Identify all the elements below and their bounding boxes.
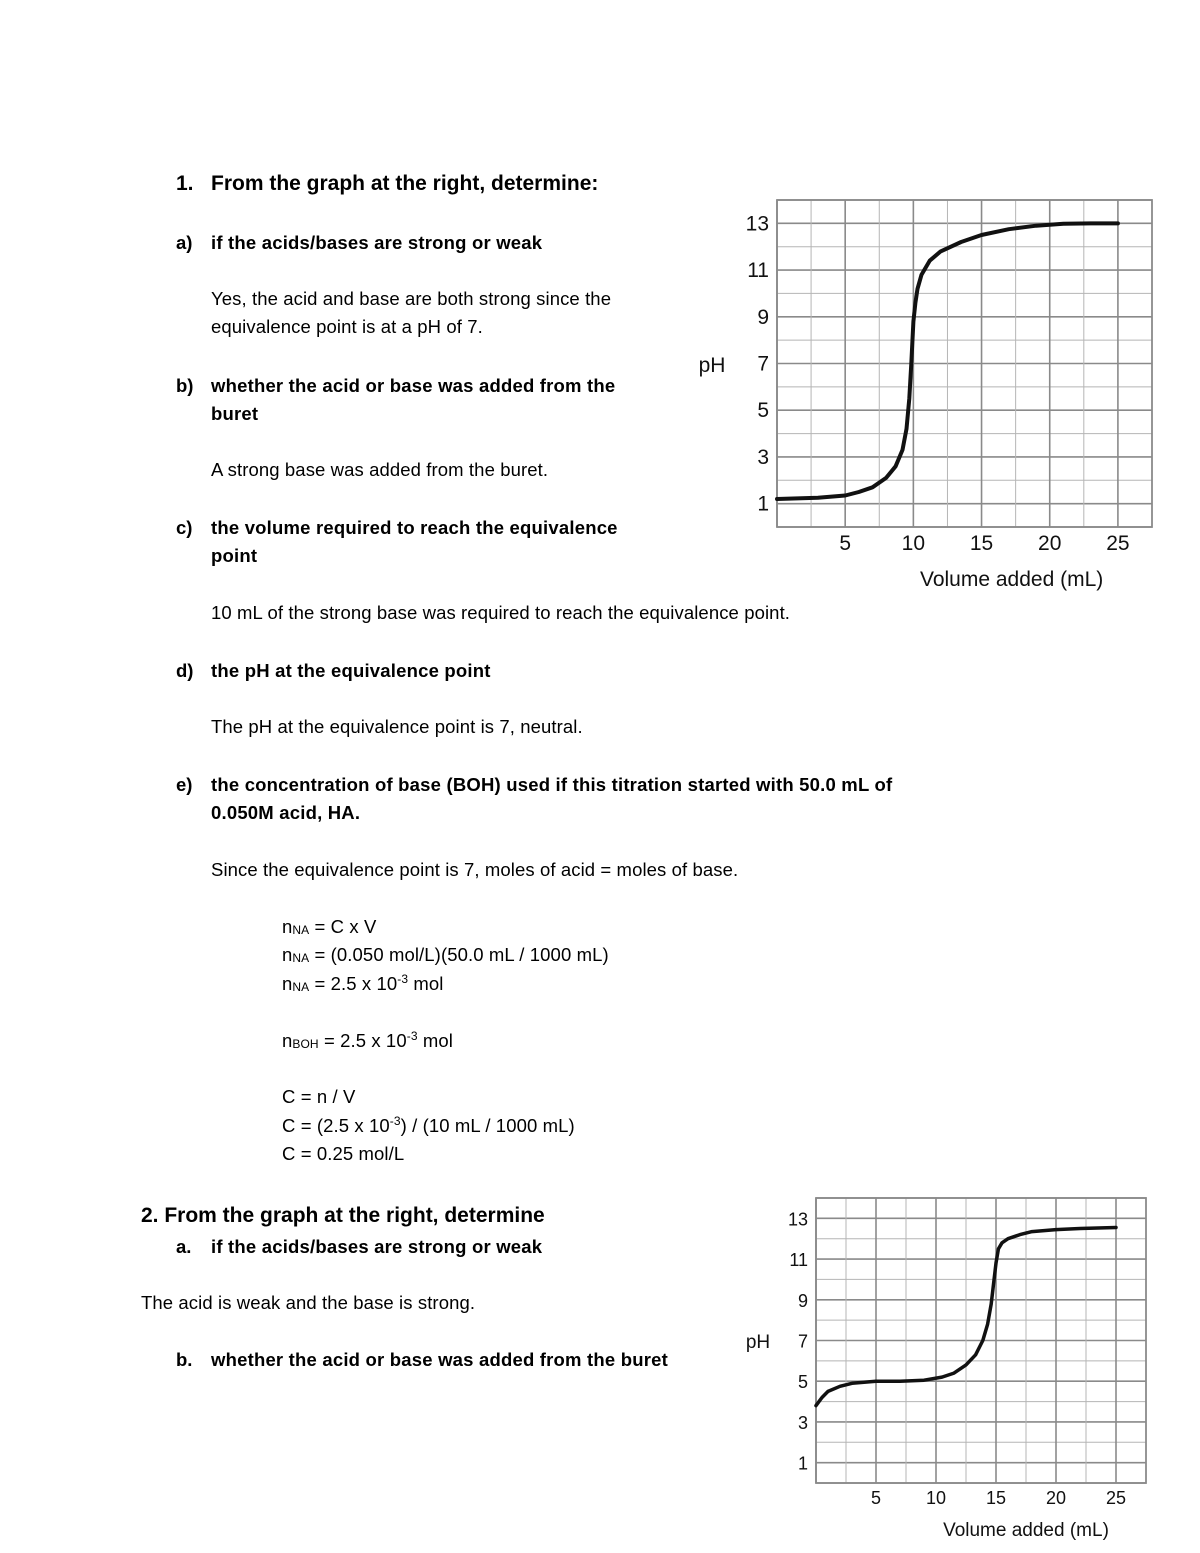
x-tick-label: 20 — [1045, 1488, 1067, 1508]
y-tick-label: 5 — [797, 1372, 808, 1393]
y-tick-label: 1 — [757, 492, 769, 516]
y-tick-label: 13 — [745, 212, 769, 236]
y-tick-label: 1 — [797, 1453, 808, 1474]
calc-l6-a: C = (2.5 x 10 — [282, 1115, 390, 1136]
calc-n: n — [282, 916, 293, 937]
y-tick-label: 11 — [747, 259, 769, 283]
y-tick-label: 9 — [797, 1290, 808, 1311]
x-axis-title: Volume added (mL) — [943, 1520, 1109, 1541]
calc-n: n — [282, 1030, 293, 1051]
q2a-question: if the acids/bases are strong or weak — [211, 1236, 543, 1257]
calc-line-7: C = 0.25 mol/L — [282, 1143, 405, 1164]
y-tick-label: 3 — [757, 445, 769, 469]
x-tick-label: 5 — [839, 532, 852, 555]
calc-l3-rest: = 2.5 x 10 — [309, 973, 398, 994]
y-tick-label: 11 — [789, 1250, 808, 1271]
y-tick-label: 13 — [787, 1209, 808, 1230]
q1c-label: c) — [176, 517, 193, 538]
q1c-answer: 10 mL of the strong base was required to reach the equivalence point. — [211, 602, 791, 623]
q1c-question-line1: the volume required to reach the equivalence — [211, 517, 618, 538]
q1a-label: a) — [176, 232, 193, 253]
calc-exponent: -3 — [397, 972, 409, 986]
q1e-label: e) — [176, 774, 193, 795]
calc-l6-b: ) / (10 mL / 1000 mL) — [400, 1115, 575, 1136]
calc-l3-unit: mol — [408, 973, 444, 994]
q1b-question-line2: buret — [211, 403, 259, 424]
calc-exponent: -3 — [389, 1114, 401, 1128]
q1a-answer-line2: equivalence point is at a pH of 7. — [211, 316, 483, 337]
q1d-answer: The pH at the equivalence point is 7, neutral. — [211, 716, 583, 737]
q2b-label: b. — [176, 1349, 193, 1370]
q1d-question: the pH at the equivalence point — [211, 660, 491, 681]
x-tick-label: 25 — [1106, 532, 1130, 555]
calc-sub-boh: BOH — [292, 1037, 319, 1051]
calc-sub-na: NA — [292, 980, 310, 994]
calc-n: n — [282, 944, 293, 965]
q1d-label: d) — [176, 660, 194, 681]
calc-l1-rest: = C x V — [309, 916, 377, 937]
x-axis-title: Volume added (mL) — [919, 568, 1104, 591]
q1c-question-line2: point — [211, 545, 258, 566]
x-tick-label: 25 — [1105, 1488, 1127, 1508]
calc-l4-rest: = 2.5 x 10 — [318, 1030, 407, 1051]
q2-title: 2. From the graph at the right, determine — [141, 1204, 545, 1227]
q1e-question-line1: the concentration of base (BOH) used if this titration started with 50.0 mL of — [211, 774, 893, 795]
x-tick-label: 15 — [985, 1488, 1007, 1508]
q1-title: From the graph at the right, determine: — [211, 172, 599, 195]
q2b-question: whether the acid or base was added from the buret — [211, 1349, 668, 1370]
q1b-answer: A strong base was added from the buret. — [211, 459, 549, 480]
y-tick-label: 7 — [757, 352, 769, 376]
q1b-question-line1: whether the acid or base was added from the — [211, 375, 616, 396]
q1b-label: b) — [176, 375, 194, 396]
y-axis-title: pH — [698, 354, 726, 377]
q1-number: 1. — [176, 172, 194, 195]
x-tick-label: 20 — [1038, 532, 1062, 555]
calc-line-5: C = n / V — [282, 1086, 356, 1107]
y-tick-label: 5 — [757, 399, 769, 423]
y-axis-title: pH — [745, 1332, 771, 1353]
y-tick-label: 3 — [797, 1412, 808, 1433]
q1a-question: if the acids/bases are strong or weak — [211, 232, 543, 253]
q2a-label: a. — [176, 1236, 192, 1257]
x-tick-label: 5 — [870, 1488, 882, 1508]
calc-exponent: -3 — [406, 1029, 418, 1043]
calc-l4-unit: mol — [417, 1030, 453, 1051]
q1e-answer: Since the equivalence point is 7, moles of acid = moles of base. — [211, 859, 739, 880]
x-tick-label: 10 — [925, 1488, 947, 1508]
calc-sub-na: NA — [292, 951, 310, 965]
q2a-answer: The acid is weak and the base is strong. — [141, 1292, 476, 1313]
calc-n: n — [282, 973, 293, 994]
x-tick-label: 10 — [901, 532, 926, 555]
q1e-question-line2: 0.050M acid, HA. — [211, 802, 361, 823]
calc-sub-na: NA — [292, 923, 310, 937]
calc-l2-rest: = (0.050 mol/L)(50.0 mL / 1000 mL) — [309, 944, 609, 965]
x-tick-label: 15 — [969, 532, 994, 555]
y-tick-label: 7 — [797, 1331, 808, 1352]
y-tick-label: 9 — [757, 305, 769, 329]
q1a-answer-line1: Yes, the acid and base are both strong since the — [211, 288, 612, 309]
